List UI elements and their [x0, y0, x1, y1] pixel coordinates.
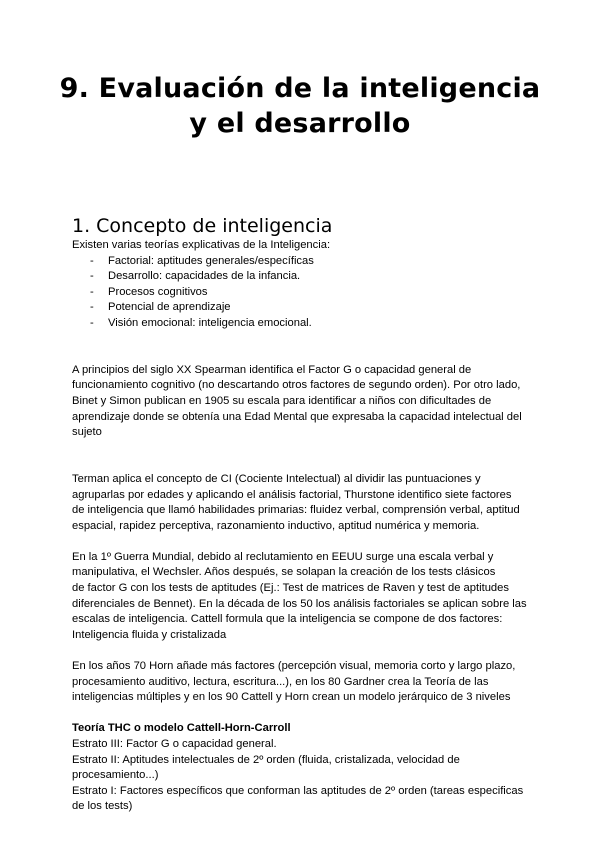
text-line: procesamiento auditivo, lectura, escritura...), en los 80 Gardner crea la Teoría de las	[72, 675, 489, 688]
paragraph-wechsler-cattell	[72, 550, 532, 644]
list-item	[72, 269, 532, 285]
list-item-text: Factorial: aptitudes generales/específicas	[108, 254, 314, 267]
text-line: inteligencias múltiples y en los 90 Cattell y Horn crean un modelo jerárquico de 3 niveles	[72, 691, 511, 704]
text-line: Inteligencia fluida y cristalizada	[72, 628, 227, 641]
text-line: de factor G con los tests de aptitudes (Ej.: Test de matrices de Raven y test de aptitudes	[72, 582, 509, 595]
text-line: aprendizaje donde se obtenía una Edad Mental que expresaba la capacidad intelectual del	[72, 410, 522, 423]
text-line: Estrato III: Factor G o capacidad general.	[72, 738, 277, 750]
text-line: En los años 70 Horn añade más factores (percepción visual, memoria corto y largo plazo,	[72, 660, 516, 673]
text-line: manipulativa, el Wechsler. Años después, se solapan la creación de los tests clásicos	[72, 566, 496, 579]
list-item-text: Visión emocional: inteligencia emocional.	[108, 316, 312, 329]
text-line: Binet y Simon publican en 1905 su escala para identificar a niños con dificultades de	[72, 394, 492, 407]
bullet-dash: -	[90, 301, 94, 314]
text-line: procesamiento...)	[72, 769, 159, 782]
list-item	[72, 316, 532, 332]
theory-list	[72, 254, 532, 332]
list-item	[72, 254, 532, 270]
text-line: Terman aplica el concepto de CI (Cociente Intelectual) al dividir las puntuaciones y	[72, 472, 481, 485]
text-line: escalas de inteligencia. Cattell formula que la inteligencia se compone de dos factores:	[72, 613, 503, 626]
bullet-dash: -	[90, 270, 94, 283]
section-body	[72, 238, 532, 815]
paragraph-horn-gardner	[72, 659, 532, 706]
list-item-text: Desarrollo: capacidades de la infancia.	[108, 270, 301, 283]
text-line: En la 1º Guerra Mundial, debido al reclutamiento en EEUU surge una escala verbal y	[72, 550, 494, 563]
list-item-text: Potencial de aprendizaje	[108, 301, 231, 314]
list-item	[72, 300, 532, 316]
text-line: de inteligencia que llamó habilidades primarias: fluidez verbal, comprensión verbal, aptitud	[72, 504, 520, 517]
text-line: diferenciales de Bennet). En la década de los 50 los análisis factoriales se aplican sobre las	[72, 597, 527, 610]
thc-strata	[72, 737, 532, 815]
intro-text: Existen varias teorías explicativas de la Inteligencia:	[72, 239, 331, 251]
text-line: sujeto	[72, 426, 102, 439]
text-line: de los tests)	[72, 800, 133, 813]
thc-heading: Teoría THC o modelo Cattell-Horn-Carroll	[72, 722, 291, 735]
section-heading: 1. Concepto de inteligencia	[72, 215, 333, 237]
list-item-text: Procesos cognitivos	[108, 285, 208, 298]
text-line: Estrato II: Aptitudes intelectuales de 2º orden (fluida, cristalizada, velocidad de	[72, 753, 460, 766]
text-line: espacial, rapidez perceptiva, razonamiento inductivo, aptitud numérica y memoria.	[72, 519, 480, 532]
paragraph-spearman-binet	[72, 363, 532, 441]
page-title-line-1: 9. Evaluación de la inteligencia	[59, 73, 541, 104]
bullet-dash: -	[90, 285, 94, 298]
bullet-dash: -	[90, 254, 94, 267]
page-title-line-2: y el desarrollo	[189, 108, 411, 139]
text-line: agruparlas por edades y aplicando el análisis factorial, Thurstone identifico siete factores	[72, 488, 512, 501]
paragraph-terman-thurstone	[72, 472, 532, 534]
text-line: Estrato I: Factores específicos que conforman las aptitudes de 2º orden (tareas especificas	[72, 784, 524, 797]
bullet-dash: -	[90, 316, 94, 329]
page-title	[0, 71, 600, 141]
text-line: funcionamiento cognitivo (no descartando otros factores de segundo orden). Por otro lado,	[72, 379, 521, 392]
text-line: A principios del siglo XX Spearman identifica el Factor G o capacidad general de	[72, 363, 472, 376]
list-item	[72, 285, 532, 301]
